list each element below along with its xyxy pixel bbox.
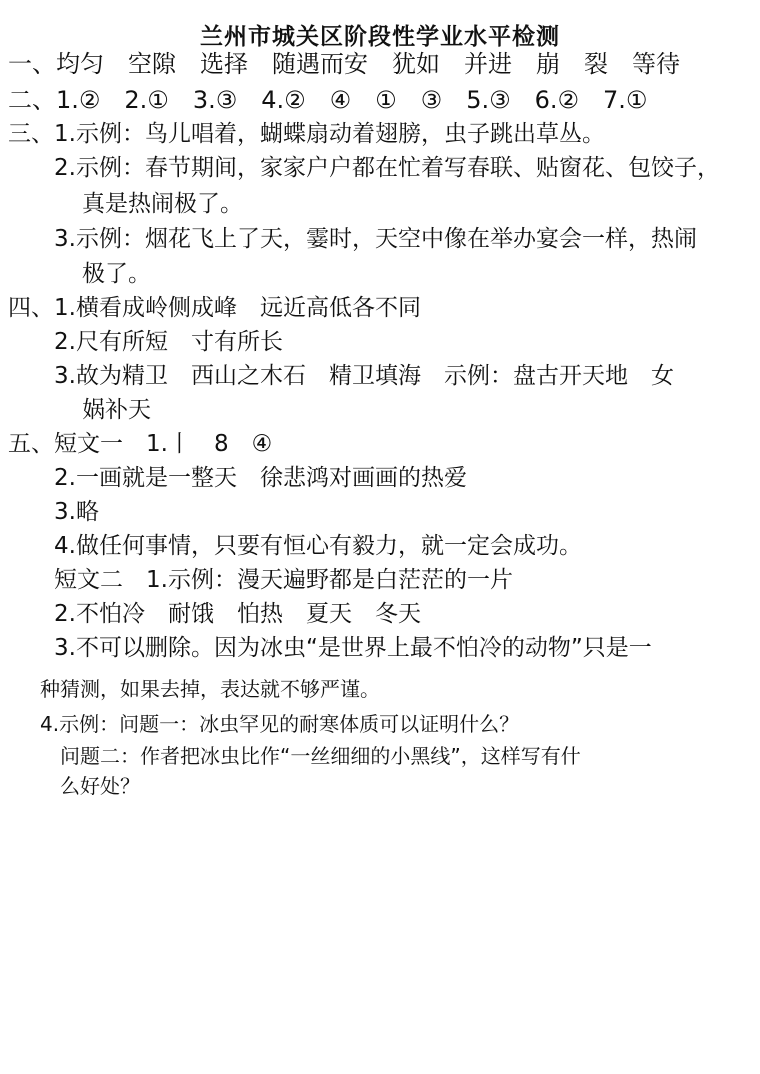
answer-line: 么好处？ (60, 774, 140, 798)
answer-line: 一、均匀 空隙 选择 随遇而安 犹如 并进 崩 裂 等待 (8, 50, 680, 78)
answer-line: 2.示例：春节期间，家家户户都在忙着写春联、贴窗花、包饺子， (54, 155, 720, 181)
answer-line: 五、短文一 1.丨 8 ④ (8, 431, 273, 457)
answer-line: 真是热闹极了。 (82, 191, 243, 217)
answer-line: 三、1.示例：鸟儿唱着，蝴蝶扇动着翅膀，虫子跳出草丛。 (8, 121, 605, 147)
answer-line: 问题二：作者把冰虫比作“一丝细细的小黑线”，这样写有什 (60, 744, 581, 768)
answer-line: 种猜测，如果去掉，表达就不够严谨。 (40, 677, 380, 701)
answer-line: 3.不可以删除。因为冰虫“是世界上最不怕冷的动物”只是一 (54, 635, 652, 661)
answer-line: 3.略 (54, 499, 99, 525)
answer-line: 2.尺有所短 寸有所长 (54, 329, 283, 355)
page-title: 兰州市城关区阶段性学业水平检测 (200, 24, 560, 50)
answer-line: 极了。 (82, 261, 151, 287)
answer-line: 娲补天 (82, 397, 151, 423)
answer-line: 2.不怕冷 耐饿 怕热 夏天 冬天 (54, 601, 421, 627)
answer-line: 短文二 1.示例：漫天遍野都是白茫茫的一片 (54, 567, 513, 593)
answer-line: 二、1.② 2.① 3.③ 4.② ④ ① ③ 5.③ 6.② 7.① (8, 86, 648, 114)
answer-line: 四、1.横看成岭侧成峰 远近高低各不同 (8, 295, 421, 321)
answer-line: 3.故为精卫 西山之木石 精卫填海 示例：盘古开天地 女 (54, 363, 674, 389)
answer-line: 4.示例：问题一：冰虫罕见的耐寒体质可以证明什么？ (40, 712, 520, 736)
answer-line: 3.示例：烟花飞上了天，霎时，天空中像在举办宴会一样，热闹 (54, 226, 697, 252)
answer-line: 4.做任何事情，只要有恒心有毅力，就一定会成功。 (54, 533, 582, 559)
answer-line: 2.一画就是一整天 徐悲鸿对画画的热爱 (54, 465, 467, 491)
